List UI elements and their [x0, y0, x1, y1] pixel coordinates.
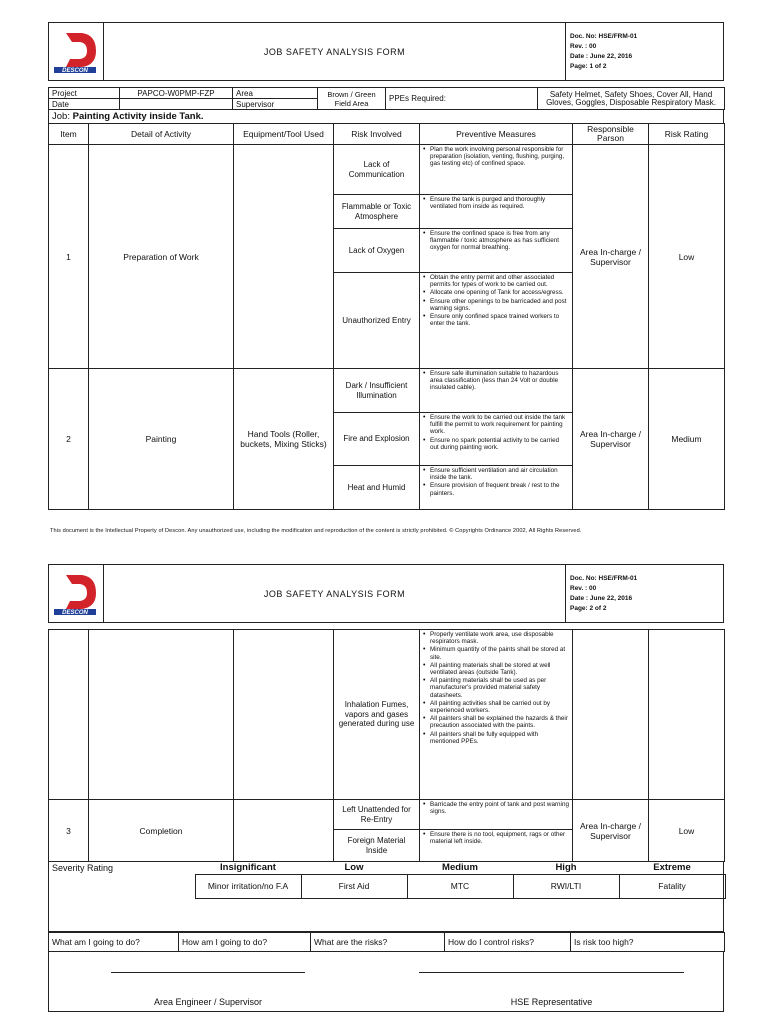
col-detail: Detail of Activity — [89, 124, 234, 145]
measure-item: • Barricade the entry point of tank and post warning signs. — [423, 801, 569, 815]
measure-item: • Obtain the entry permit and other associated permits for types of work to be carried out. — [423, 274, 569, 288]
measure-item: • All painting activities shall be carried out by experienced workers. — [423, 700, 569, 714]
measures-cell — [420, 195, 573, 229]
col-measures: Preventive Measures — [420, 124, 573, 145]
signature-line-hse — [419, 972, 684, 973]
question-cell: How do I control risks? — [445, 933, 571, 952]
measures-cell — [420, 466, 573, 510]
signature-label-supervisor: Area Engineer / Supervisor — [153, 997, 263, 1007]
item-number — [49, 630, 89, 800]
item-number: 3 — [49, 800, 89, 862]
job-label: Job: — [52, 111, 70, 122]
col-item: Item — [49, 124, 89, 145]
measure-item: • Plan the work involving personal responsible for preparation (isolation, venting, flushing, purging, gas testing etc) of confined space. — [423, 146, 569, 168]
signature-label-hse: HSE Representative — [510, 997, 593, 1007]
activity-detail: Preparation of Work — [89, 145, 234, 369]
area-label: Area — [233, 88, 318, 99]
measure-item: • Ensure provision of frequent break / rest to the painters. — [423, 482, 569, 496]
risk-name: Left Unattended for Re-Entry — [334, 800, 420, 830]
measure-item: • Allocate one opening of Tank for access/egress. — [423, 289, 569, 296]
signature-line-supervisor — [111, 972, 305, 973]
activity-detail: Painting — [89, 369, 234, 510]
form-header — [48, 564, 724, 623]
form-page-2 — [48, 564, 724, 1012]
measure-item: • All painting materials shall be used as per manufacturer's provided material safety datasheets. — [423, 677, 569, 699]
doc-number: Doc. No: HSE/FRM-01 — [570, 32, 638, 40]
responsible-person: Area In-charge / Supervisor — [573, 800, 649, 862]
question-cell: Is risk too high? — [571, 933, 725, 952]
risk-rating: Low — [649, 800, 725, 862]
measure-item: • Ensure the tank is purged and thoroughly ventilated from inside as required. — [423, 196, 569, 210]
page-number: Page: 2 of 2 — [570, 604, 607, 612]
severity-level: High — [555, 862, 577, 874]
risk-name: Lack of Communication — [334, 145, 420, 195]
questions-table — [48, 932, 725, 952]
severity-level: Low — [344, 862, 364, 874]
severity-table — [49, 862, 726, 899]
equipment-cell — [234, 800, 334, 862]
project-label: Project — [49, 88, 120, 99]
date-label: Date — [49, 99, 120, 110]
svg-text:DESCON: DESCON — [62, 68, 88, 74]
severity-level: Extreme — [653, 862, 691, 874]
equipment-cell — [234, 145, 334, 369]
jsa-table-page-1 — [48, 123, 725, 510]
col-responsible: Responsible Parson — [573, 124, 649, 145]
severity-level: Insignificant — [220, 862, 276, 874]
measures-cell — [420, 229, 573, 273]
table-header-row — [49, 124, 725, 145]
logo-cell — [49, 23, 104, 81]
activity-detail: Completion — [89, 800, 234, 862]
ppe-value: Safety Helmet, Safety Shoes, Cover All, Hand Gloves, Goggles, Disposable Respiratory Mask. — [538, 88, 725, 110]
risk-name: Inhalation Fumes, vapors and gases generated during use — [334, 630, 420, 800]
measure-item: • Ensure other openings to be barricaded and post warning signs. — [423, 298, 569, 312]
table-row — [49, 630, 725, 800]
area-value: Brown / Green Field Area — [318, 88, 386, 110]
measure-item: • Ensure the work to be carried out inside the tank fulfill the permit to work requirement for painting work. — [423, 414, 569, 436]
severity-level: Medium — [442, 862, 478, 874]
descon-logo-icon — [52, 571, 98, 617]
measure-item: • Ensure safe illumination suitable to hazardous area classification (less than 24 Volt or double insulated cable). — [423, 370, 569, 392]
form-header — [48, 22, 724, 81]
project-value: PAPCO-W0PMP-FZP — [120, 88, 233, 99]
date-value — [120, 99, 233, 110]
measures-cell — [420, 273, 573, 369]
supervisor-label: Supervisor — [233, 99, 318, 110]
form-page-1 — [48, 22, 724, 510]
copyright-footer: This document is the Intellectual Property of Descon. Any unauthorized use, including the modification and reproduction of the content is strictly prohibited. © Copyrights Ordinance 2002, All Rights Reserved. — [50, 528, 582, 534]
measures-cell — [420, 800, 573, 830]
measure-item: • All painters shall be explained the hazards & their precaution associated with the paints. — [423, 715, 569, 729]
job-value: Painting Activity inside Tank. — [72, 111, 204, 122]
revision: Rev. : 00 — [570, 42, 597, 50]
item-number: 1 — [49, 145, 89, 369]
item-number: 2 — [49, 369, 89, 510]
ppe-label: PPEs Required: — [386, 88, 538, 110]
table-row — [49, 800, 725, 830]
risk-name: Lack of Oxygen — [334, 229, 420, 273]
signature-section — [48, 952, 724, 1012]
severity-value: RWI/LTI — [513, 874, 619, 898]
svg-text:DESCON: DESCON — [62, 610, 88, 616]
severity-section — [48, 862, 724, 932]
equipment-cell — [234, 630, 334, 800]
doc-date: Date : June 22, 2016 — [570, 594, 633, 602]
document-info — [566, 565, 724, 623]
measure-item: • All painters shall be fully equipped with mentioned PPEs. — [423, 731, 569, 745]
severity-value: Minor irritation/no F.A — [195, 874, 301, 898]
risk-name: Unauthorized Entry — [334, 273, 420, 369]
risk-name: Foreign Material Inside — [334, 830, 420, 862]
question-cell: How am I going to do? — [179, 933, 311, 952]
activity-detail — [89, 630, 234, 800]
measure-item: • Ensure only confined space trained workers to enter the tank. — [423, 313, 569, 327]
risk-name: Dark / Insufficient Illumination — [334, 369, 420, 413]
col-rating: Risk Rating — [649, 124, 725, 145]
doc-date: Date : June 22, 2016 — [570, 52, 633, 60]
question-cell: What am I going to do? — [49, 933, 179, 952]
responsible-person — [573, 630, 649, 800]
measures-cell — [420, 413, 573, 466]
risk-name: Heat and Humid — [334, 466, 420, 510]
responsible-person: Area In-charge / Supervisor — [573, 145, 649, 369]
measure-item: • All painting materials shall be stored at well ventilated areas (outside Tank). — [423, 662, 569, 676]
measure-item: • Minimum quantity of the paints shall be stored at site. — [423, 646, 569, 660]
measures-cell — [420, 145, 573, 195]
revision: Rev. : 00 — [570, 584, 597, 592]
severity-label: Severity Rating — [52, 863, 114, 873]
question-cell: What are the risks? — [311, 933, 445, 952]
job-line — [48, 110, 724, 123]
risk-name: Fire and Explosion — [334, 413, 420, 466]
measures-cell — [420, 369, 573, 413]
risk-rating: Low — [649, 145, 725, 369]
measures-cell — [420, 830, 573, 862]
form-title: JOB SAFETY ANALYSIS FORM — [104, 23, 566, 81]
measure-item: • Ensure there is no tool, equipment, rags or other material left inside. — [423, 831, 569, 845]
risk-rating: Medium — [649, 369, 725, 510]
logo-cell — [49, 565, 104, 623]
measure-item: • Ensure the confined space is free from any flammable / toxic atmosphere as has sufficient oxygen for normal breathing. — [423, 230, 569, 252]
risk-rating — [649, 630, 725, 800]
project-info-table — [48, 87, 725, 110]
page-number: Page: 1 of 2 — [570, 62, 607, 70]
table-row — [49, 369, 725, 413]
severity-value: Fatality — [619, 874, 725, 898]
col-equipment: Equipment/Tool Used — [234, 124, 334, 145]
measures-cell — [420, 630, 573, 800]
measure-item: • Properly ventilate work area, use disposable respirators mask. — [423, 631, 569, 645]
measure-item: • Ensure sufficient ventilation and air circulation inside the tank. — [423, 467, 569, 481]
col-risk: Risk Involved — [334, 124, 420, 145]
equipment-cell: Hand Tools (Roller, buckets, Mixing Sticks) — [234, 369, 334, 510]
severity-value: MTC — [407, 874, 513, 898]
jsa-table-page-2 — [48, 629, 725, 862]
severity-value: First Aid — [301, 874, 407, 898]
document-info — [566, 23, 724, 81]
table-row — [49, 145, 725, 195]
doc-number: Doc. No: HSE/FRM-01 — [570, 574, 638, 582]
measure-item: • Ensure no spark potential activity to be carried out during painting work. — [423, 437, 569, 451]
descon-logo-icon — [52, 29, 98, 75]
form-title: JOB SAFETY ANALYSIS FORM — [104, 565, 566, 623]
spacer-cell — [49, 874, 195, 898]
responsible-person: Area In-charge / Supervisor — [573, 369, 649, 510]
risk-name: Flammable or Toxic Atmosphere — [334, 195, 420, 229]
